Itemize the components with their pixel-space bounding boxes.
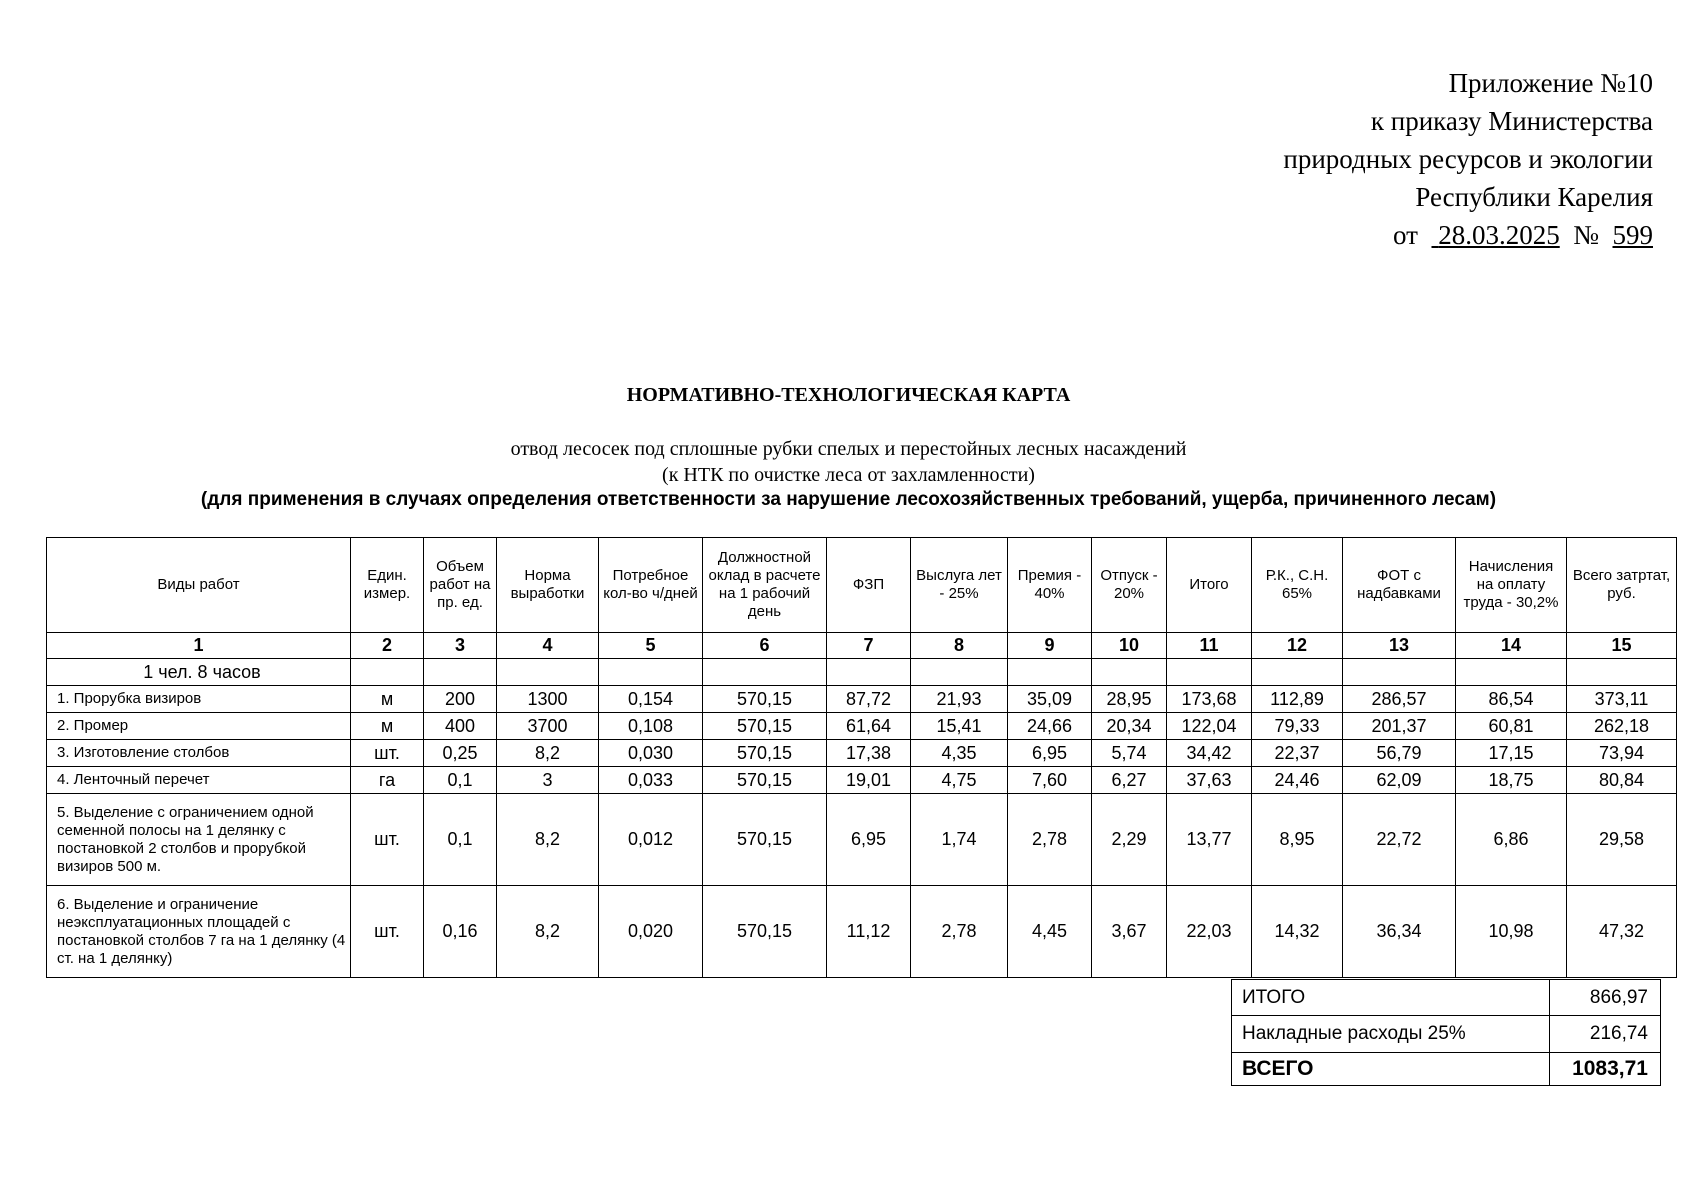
- column-number: 2: [351, 633, 424, 659]
- empty-cell: [1167, 659, 1252, 686]
- seniority-bonus-cell: 4,35: [911, 740, 1008, 767]
- itogo-label: ИТОГО: [1232, 980, 1550, 1016]
- header-cell: Всего затртат, руб.: [1567, 538, 1677, 633]
- work-type-cell: 6. Выделение и ограничение неэксплуатационных площадей с постановкой столбов 7 га на 1 делянку (4 ст. на 1 делянку): [47, 886, 351, 978]
- overhead-value: 216,74: [1550, 1016, 1661, 1053]
- premium-cell: 7,60: [1008, 767, 1092, 794]
- empty-cell: [497, 659, 599, 686]
- person-days-cell: 0,108: [599, 713, 703, 740]
- header-cell: Р.К., С.Н. 65%: [1252, 538, 1343, 633]
- regional-coef-cell: 8,95: [1252, 794, 1343, 886]
- fzp-cell: 61,64: [827, 713, 911, 740]
- empty-cell: [1456, 659, 1567, 686]
- work-type-cell: 5. Выделение с ограничением одной семенной полосы на 1 делянку с постановкой 2 столбов и прорубкой визиров 500 м.: [47, 794, 351, 886]
- person-days-cell: 0,030: [599, 740, 703, 767]
- total-cost-cell: 262,18: [1567, 713, 1677, 740]
- total-value: 1083,71: [1550, 1053, 1661, 1086]
- daily-salary-cell: 570,15: [703, 794, 827, 886]
- subtotal-cell: 37,63: [1167, 767, 1252, 794]
- column-number: 15: [1567, 633, 1677, 659]
- order-date: 28.03.2025: [1438, 220, 1560, 250]
- total-cost-cell: 373,11: [1567, 686, 1677, 713]
- fot-with-bonuses-cell: 22,72: [1343, 794, 1456, 886]
- daily-salary-cell: 570,15: [703, 686, 827, 713]
- empty-cell: [1567, 659, 1677, 686]
- empty-cell: [1092, 659, 1167, 686]
- daily-salary-cell: 570,15: [703, 886, 827, 978]
- fzp-cell: 17,38: [827, 740, 911, 767]
- payroll-charges-cell: 18,75: [1456, 767, 1567, 794]
- volume-cell: 400: [424, 713, 497, 740]
- volume-cell: 0,1: [424, 794, 497, 886]
- totals-row-overhead: [1232, 1016, 1661, 1053]
- fzp-cell: 6,95: [827, 794, 911, 886]
- total-cost-cell: 80,84: [1567, 767, 1677, 794]
- total-cost-cell: 29,58: [1567, 794, 1677, 886]
- column-number: 4: [497, 633, 599, 659]
- regional-coef-cell: 24,46: [1252, 767, 1343, 794]
- payroll-charges-cell: 86,54: [1456, 686, 1567, 713]
- output-norm-cell: 3: [497, 767, 599, 794]
- number-prefix: №: [1573, 220, 1599, 250]
- empty-cell: [351, 659, 424, 686]
- subtotal-cell: 13,77: [1167, 794, 1252, 886]
- unit-cell: м: [351, 686, 424, 713]
- header-cell: Виды работ: [47, 538, 351, 633]
- total-cost-cell: 73,94: [1567, 740, 1677, 767]
- vacation-cell: 28,95: [1092, 686, 1167, 713]
- appendix-line-3: природных ресурсов и экологии: [1283, 144, 1653, 174]
- empty-cell: [1343, 659, 1456, 686]
- fzp-cell: 19,01: [827, 767, 911, 794]
- header-cell: Норма выработки: [497, 538, 599, 633]
- header-cell: Начисления на оплату труда - 30,2%: [1456, 538, 1567, 633]
- column-number: 10: [1092, 633, 1167, 659]
- table-row: [47, 740, 1677, 767]
- totals-row-itogo: [1232, 980, 1661, 1016]
- work-type-cell: 2. Промер: [47, 713, 351, 740]
- vacation-cell: 20,34: [1092, 713, 1167, 740]
- header-cell: Объем работ на пр. ед.: [424, 538, 497, 633]
- fzp-cell: 11,12: [827, 886, 911, 978]
- payroll-charges-cell: 10,98: [1456, 886, 1567, 978]
- unit-cell: шт.: [351, 886, 424, 978]
- header-cell: ФЗП: [827, 538, 911, 633]
- date-prefix: от: [1393, 220, 1418, 250]
- work-type-cell: 4. Ленточный перечет: [47, 767, 351, 794]
- header-cell: Отпуск - 20%: [1092, 538, 1167, 633]
- seniority-bonus-cell: 2,78: [911, 886, 1008, 978]
- norms-table: [46, 537, 1677, 978]
- regional-coef-cell: 79,33: [1252, 713, 1343, 740]
- totals-row-total: [1232, 1053, 1661, 1086]
- document-title: НОРМАТИВНО-ТЕХНОЛОГИЧЕСКАЯ КАРТА: [626, 384, 1071, 406]
- appendix-line-1: Приложение №10: [1448, 68, 1653, 98]
- column-number: 14: [1456, 633, 1567, 659]
- output-norm-cell: 8,2: [497, 794, 599, 886]
- output-norm-cell: 8,2: [497, 886, 599, 978]
- group-row: [47, 659, 1677, 686]
- column-number: 3: [424, 633, 497, 659]
- totals-table: [1231, 979, 1661, 1086]
- seniority-bonus-cell: 4,75: [911, 767, 1008, 794]
- subtotal-cell: 122,04: [1167, 713, 1252, 740]
- subtitle-note: (для применения в случаях определения ответственности за нарушение лесохозяйственных требований, ущерба, причиненного лесам): [200, 489, 1497, 510]
- header-cell: Премия - 40%: [1008, 538, 1092, 633]
- work-type-cell: 3. Изготовление столбов: [47, 740, 351, 767]
- output-norm-cell: 1300: [497, 686, 599, 713]
- person-days-cell: 0,012: [599, 794, 703, 886]
- subtotal-cell: 34,42: [1167, 740, 1252, 767]
- empty-cell: [424, 659, 497, 686]
- daily-salary-cell: 570,15: [703, 767, 827, 794]
- payroll-charges-cell: 6,86: [1456, 794, 1567, 886]
- document-subtitle: [0, 436, 1697, 488]
- header-cell: Потребное кол-во ч/дней: [599, 538, 703, 633]
- column-number: 13: [1343, 633, 1456, 659]
- premium-cell: 35,09: [1008, 686, 1092, 713]
- unit-cell: га: [351, 767, 424, 794]
- column-number: 12: [1252, 633, 1343, 659]
- premium-cell: 6,95: [1008, 740, 1092, 767]
- empty-cell: [1008, 659, 1092, 686]
- payroll-charges-cell: 17,15: [1456, 740, 1567, 767]
- premium-cell: 24,66: [1008, 713, 1092, 740]
- total-cost-cell: 47,32: [1567, 886, 1677, 978]
- output-norm-cell: 8,2: [497, 740, 599, 767]
- column-number-row: [47, 633, 1677, 659]
- volume-cell: 0,25: [424, 740, 497, 767]
- appendix-line-4: Республики Карелия: [1415, 182, 1653, 212]
- fot-with-bonuses-cell: 286,57: [1343, 686, 1456, 713]
- column-number: 1: [47, 633, 351, 659]
- seniority-bonus-cell: 21,93: [911, 686, 1008, 713]
- column-number: 6: [703, 633, 827, 659]
- appendix-header: [1283, 64, 1653, 254]
- unit-cell: шт.: [351, 794, 424, 886]
- empty-cell: [703, 659, 827, 686]
- header-cell: Должностной оклад в расчете на 1 рабочий день: [703, 538, 827, 633]
- premium-cell: 4,45: [1008, 886, 1092, 978]
- appendix-line-2: к приказу Министерства: [1370, 106, 1653, 136]
- column-number: 9: [1008, 633, 1092, 659]
- column-number: 8: [911, 633, 1008, 659]
- table-row: [47, 713, 1677, 740]
- column-number: 11: [1167, 633, 1252, 659]
- group-label: 1 чел. 8 часов: [47, 659, 351, 686]
- regional-coef-cell: 14,32: [1252, 886, 1343, 978]
- vacation-cell: 6,27: [1092, 767, 1167, 794]
- unit-cell: м: [351, 713, 424, 740]
- empty-cell: [911, 659, 1008, 686]
- regional-coef-cell: 112,89: [1252, 686, 1343, 713]
- person-days-cell: 0,154: [599, 686, 703, 713]
- header-cell: Итого: [1167, 538, 1252, 633]
- volume-cell: 0,1: [424, 767, 497, 794]
- column-number: 7: [827, 633, 911, 659]
- total-label: ВСЕГО: [1232, 1053, 1550, 1086]
- regional-coef-cell: 22,37: [1252, 740, 1343, 767]
- output-norm-cell: 3700: [497, 713, 599, 740]
- header-cell: ФОТ с надбавками: [1343, 538, 1456, 633]
- vacation-cell: 5,74: [1092, 740, 1167, 767]
- header-cell: Выслуга лет - 25%: [911, 538, 1008, 633]
- volume-cell: 0,16: [424, 886, 497, 978]
- header-cell: Един. измер.: [351, 538, 424, 633]
- empty-cell: [599, 659, 703, 686]
- itogo-value: 866,97: [1550, 980, 1661, 1016]
- fot-with-bonuses-cell: 62,09: [1343, 767, 1456, 794]
- subtitle-line-2: (к НТК по очистке леса от захламленности): [662, 464, 1035, 486]
- column-number: 5: [599, 633, 703, 659]
- daily-salary-cell: 570,15: [703, 740, 827, 767]
- order-number: 599: [1612, 220, 1653, 250]
- vacation-cell: 2,29: [1092, 794, 1167, 886]
- seniority-bonus-cell: 1,74: [911, 794, 1008, 886]
- subtitle-line-1: отвод лесосек под сплошные рубки спелых и перестойных лесных насаждений: [510, 438, 1187, 460]
- fot-with-bonuses-cell: 201,37: [1343, 713, 1456, 740]
- seniority-bonus-cell: 15,41: [911, 713, 1008, 740]
- work-type-cell: 1. Прорубка визиров: [47, 686, 351, 713]
- payroll-charges-cell: 60,81: [1456, 713, 1567, 740]
- table-row: [47, 767, 1677, 794]
- empty-cell: [827, 659, 911, 686]
- subtotal-cell: 22,03: [1167, 886, 1252, 978]
- subtotal-cell: 173,68: [1167, 686, 1252, 713]
- empty-cell: [1252, 659, 1343, 686]
- appendix-date-line: [1283, 216, 1653, 254]
- table-row: [47, 686, 1677, 713]
- overhead-label: Накладные расходы 25%: [1232, 1016, 1550, 1053]
- table-row: [47, 886, 1677, 978]
- person-days-cell: 0,033: [599, 767, 703, 794]
- fzp-cell: 87,72: [827, 686, 911, 713]
- daily-salary-cell: 570,15: [703, 713, 827, 740]
- fot-with-bonuses-cell: 56,79: [1343, 740, 1456, 767]
- vacation-cell: 3,67: [1092, 886, 1167, 978]
- table-row: [47, 794, 1677, 886]
- premium-cell: 2,78: [1008, 794, 1092, 886]
- fot-with-bonuses-cell: 36,34: [1343, 886, 1456, 978]
- header-row: [47, 538, 1677, 633]
- volume-cell: 200: [424, 686, 497, 713]
- unit-cell: шт.: [351, 740, 424, 767]
- person-days-cell: 0,020: [599, 886, 703, 978]
